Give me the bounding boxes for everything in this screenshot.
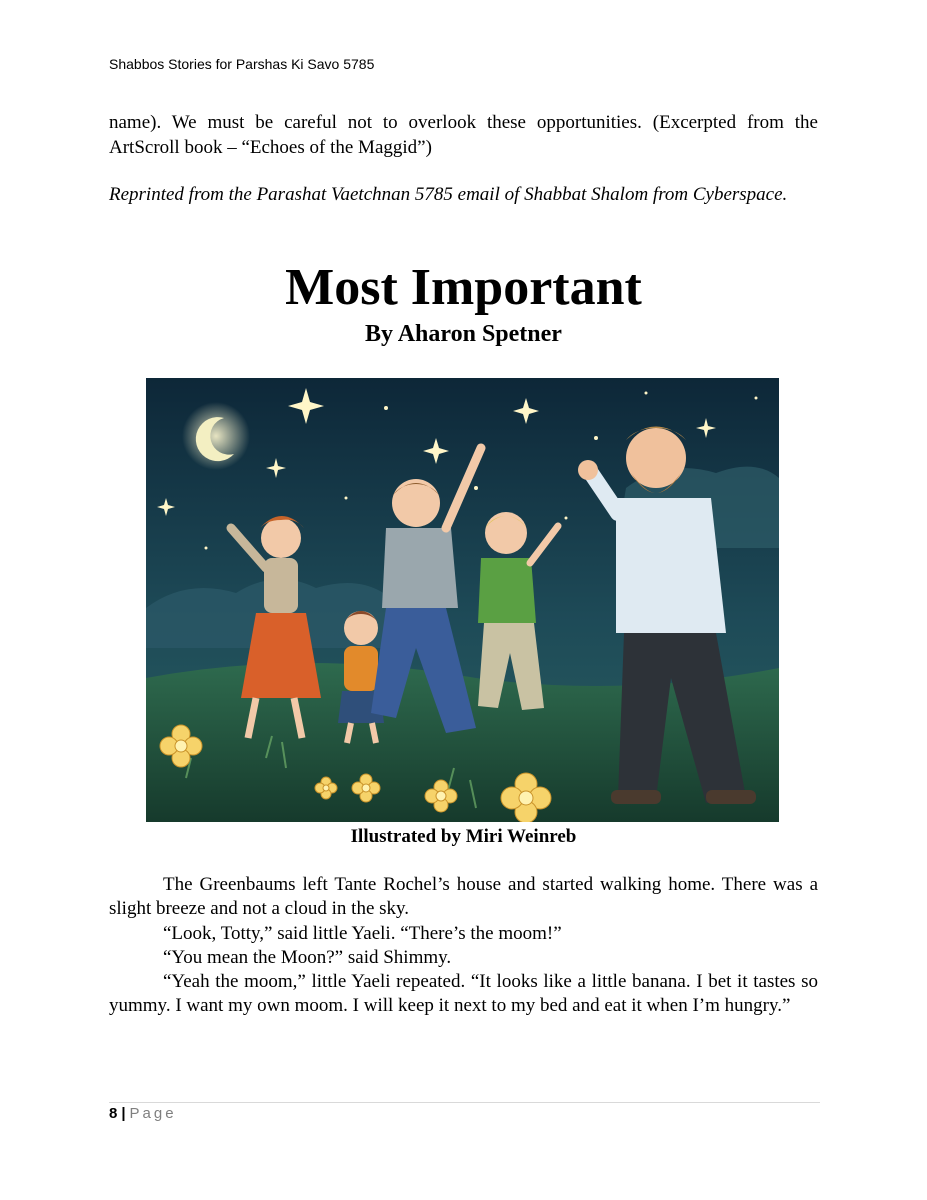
story-paragraph: “You mean the Moon?” said Shimmy. [163,946,452,968]
story-body [109,873,818,1019]
page-footer [109,1105,177,1122]
reprint-note: Reprinted from the Parashat Vaetchnan 5785 email of Shabbat Shalom from Cyberspace. [109,184,788,205]
running-header: Shabbos Stories for Parshas Ki Savo 5785 [109,56,375,72]
story-paragraph: “Yeah the moom,” little Yaeli repeated. “It looks like a little banana. I bet it tastes so yummy. I want my own moom. I will keep it next to my bed and eat it when I’m hungry.” [109,971,818,1017]
intro-paragraph: name). We must be careful not to overlook these opportunities. (Excerpted from the ArtScroll book – “Echoes of the Maggid”) [109,112,818,158]
footer-separator: | [121,1105,126,1122]
story-paragraph: “Look, Totty,” said little Yaeli. “There’s the moom!” [163,922,562,944]
story-title: Most Important [285,259,642,316]
story-illustration [146,378,779,822]
page-number: 8 [109,1105,118,1122]
illustration-caption: Illustrated by Miri Weinreb [350,826,577,847]
story-byline: By Aharon Spetner [365,321,562,347]
page-label: Page [129,1105,177,1122]
footer-divider [109,1102,820,1103]
story-paragraph: The Greenbaums left Tante Rochel’s house and started walking home. There was a slight breeze and not a cloud in the sky. [109,874,818,920]
